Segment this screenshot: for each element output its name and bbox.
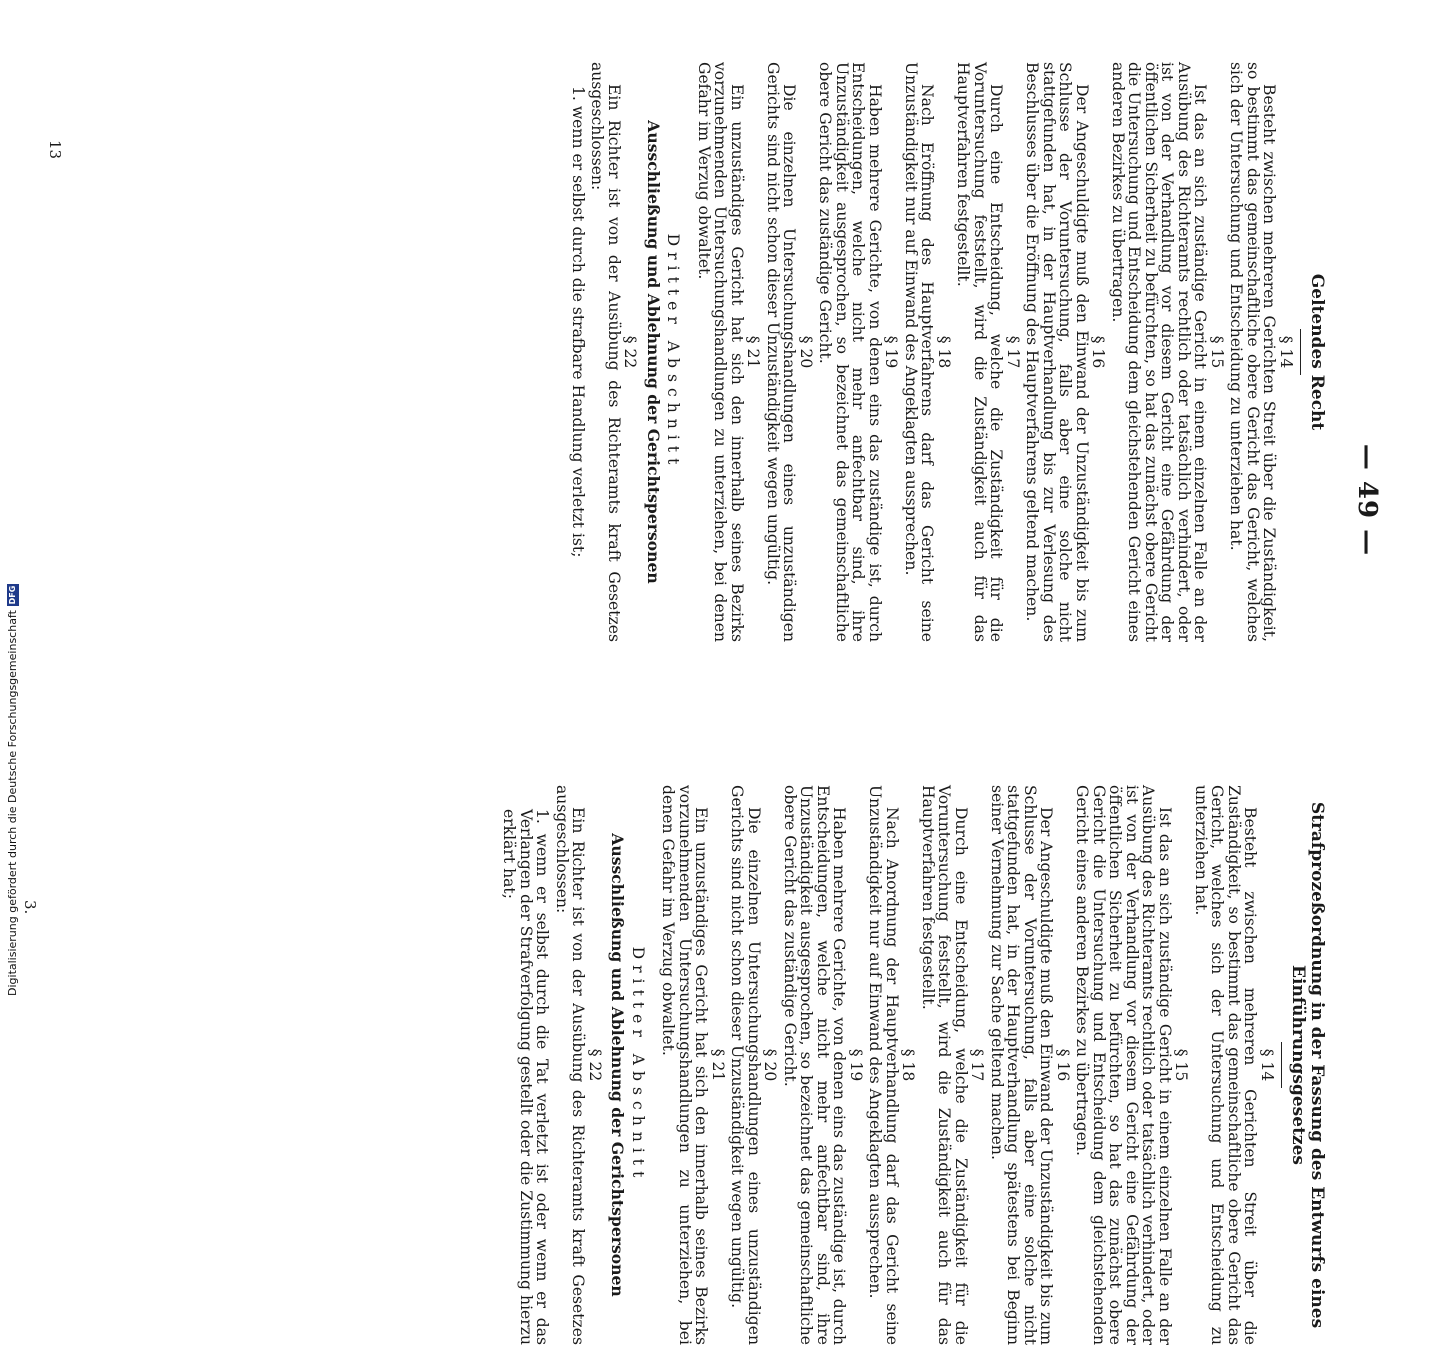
paragraph-heading: § 22: [586, 1048, 604, 1082]
paragraph-text: Die einzelnen Untersuchungshandlungen eines unzuständigen Gerichts sind nicht schon dieser Unzuständigkeit wegen ungültig.: [728, 785, 763, 1345]
paragraph-text: Haben mehrere Gerichte, von denen eins das zuständige ist, durch Entscheidungen, welche nicht mehr anfechtbar sind, ihre Unzuständigkeit ausgesprochen, so bezeichnet das gemeinschaftliche obere Gericht das zuständige Gericht.: [781, 785, 849, 1345]
paragraph-text: Ist das an sich zuständige Gericht in einem einzelnen Falle an der Ausübung des Richteramts rechtlich oder tatsächlich verhindert, oder ist von der Verhandlung vor diesem Gericht eine Gefährdung der öffentlichen Sicherheit zu befürchten, so hat das zunächst obere Gericht die Untersuchung und Entscheidung dem gleichstehenden Gericht eines anderen Bezirkes zu übertragen.: [1109, 62, 1210, 642]
paragraph-heading: § 19: [847, 1048, 865, 1082]
current-law-column: [567, 62, 1327, 642]
section-label: Dritter Abschnitt: [629, 946, 647, 1184]
paragraph-heading: § 17: [968, 1048, 987, 1082]
paragraph-heading: § 14: [1258, 1048, 1276, 1082]
paragraph-text: Ein unzuständiges Gericht hat sich den innerhalb seines Bezirks vorzunehmenden Untersuchungshandlungen zu unterziehen, bei denen Gefahr im Verzug obwaltet.: [659, 785, 711, 1345]
digitization-credit: [4, 585, 394, 996]
paragraph-heading: § 21: [709, 1048, 727, 1082]
section-title: Ausschließung und Ablehnung der Gerichtspersonen: [608, 833, 628, 1297]
paragraph-heading: § 22: [621, 335, 640, 369]
current-law-body: [570, 62, 1295, 642]
draft-column: [498, 785, 1326, 1345]
section-label: Dritter Abschnitt: [664, 233, 683, 471]
paragraph-heading: § 20: [797, 335, 815, 369]
current-law-title: Geltendes Recht: [1307, 273, 1327, 431]
paragraph-heading: § 15: [1208, 335, 1226, 369]
footer-left: 13: [46, 140, 64, 160]
draft-body: [501, 785, 1275, 1345]
paragraph-text: Nach Anordnung der Hauptverhandlung darf das Gericht seine Unzuständigkeit nur auf Einwand des Angeklagten aussprechen.: [866, 785, 901, 1345]
paragraph-text: Ein unzuständiges Gericht hat sich den innerhalb seines Bezirks vorzunehmenden Untersuchungshandlungen zu unterziehen, bei denen Gefahr im Verzug obwaltet.: [695, 62, 746, 642]
paragraph-text: Nach Eröffnung des Hauptverfahrens darf das Gericht seine Unzuständigkeit nur auf Einwand des Angeklagten aussprechen.: [902, 62, 937, 642]
paragraph-text: Die einzelnen Untersuchungshandlungen eines unzuständigen Gerichts sind nicht schon dieser Unzuständigkeit wegen ungültig.: [764, 62, 799, 642]
paragraph-heading: § 19: [882, 335, 901, 369]
paragraph-heading: § 20: [761, 1048, 780, 1082]
paragraph-heading: § 17: [1004, 335, 1022, 369]
paragraph-heading: § 18: [935, 335, 953, 369]
title-rule: [1300, 329, 1301, 375]
paragraph-text: Ein Richter ist von der Ausübung des Richteramts kraft Gesetzes ausgeschlossen:: [553, 785, 588, 1345]
section-title: Ausschließung und Ablehnung der Gerichtspersonen: [644, 120, 663, 584]
paragraph-heading: § 18: [899, 1048, 918, 1082]
paragraph-heading: § 15: [1172, 1048, 1191, 1082]
paragraph-text: Ein Richter ist von der Ausübung des Richteramts kraft Gesetzes ausgeschlossen:: [588, 62, 623, 642]
paragraph-text: Durch eine Entscheidung, welche die Zuständigkeit für die Voruntersuchung feststellt, wird die Zuständigkeit auch für das Hauptverfahren festgestellt.: [954, 62, 1006, 642]
page-number: — 49 —: [1352, 443, 1382, 557]
list-item: 1. wenn er selbst durch die strafbare Handlung verletzt ist;: [569, 86, 587, 558]
paragraph-text: Besteht zwischen mehreren Gerichten Streit über die Zuständigkeit, so bestimmt das gemeinschaftliche obere Gericht das Gericht, welches sich der Untersuchung und Entscheidung zu unterziehen hat.: [1227, 62, 1279, 642]
paragraph-heading: § 16: [1089, 335, 1108, 369]
paragraph-text: Durch eine Entscheidung, welche die Zuständigkeit für die Voruntersuchung feststellt, wird die Zuständigkeit auch für das Hauptverfahren festgestellt.: [919, 785, 970, 1345]
paragraph-text: Der Angeschuldigte muß den Einwand der Unzuständigkeit bis zum Schlusse der Voruntersuchung, falls aber eine solche nicht stattgefunden hat, in der Hauptverhandlung spätestens bei Beginn seiner Vernehmung zur Sache geltend machen.: [988, 785, 1056, 1345]
credit-text: Digitalisierung gefördert durch die Deutsche Forschungsgemeinschaft: [6, 610, 19, 996]
paragraph-heading: § 21: [744, 335, 763, 369]
title-rule: [1281, 1042, 1282, 1088]
paragraph-text: Der Angeschuldigte muß den Einwand der Unzuständigkeit bis zum Schlusse der Voruntersuchung, falls aber eine solche nicht stattgefunden hat, in der Hauptverhandlung bis zur Verlesung des Beschlusses über die Eröffnung des Hauptverfahrens geltend machen.: [1023, 62, 1091, 642]
paragraph-text: Ist das an sich zuständige Gericht in einem einzelnen Falle an der Ausübung des Richteramts rechtlich oder tatsächlich verhindert, oder ist von der Verhandlung vor diesem Gericht eine Gefährdung der öffentlichen Sicherheit zu befürchten, so hat das zunächst obere Gericht die Untersuchung und Entscheidung dem gleichstehenden Gericht eines anderen Bezirkes zu übertragen.: [1073, 785, 1174, 1345]
dfg-logo: DFG: [8, 585, 17, 605]
draft-title: Strafprozeßordnung in der Fassung des Entwurfs eines Einführungsgesetzes: [1288, 801, 1327, 1329]
footer-right: 3.: [21, 900, 39, 915]
paragraph-heading: § 14: [1277, 335, 1295, 369]
list-item: 1. wenn er selbst durch die Tat verletzt ist oder wenn er das Verlangen der Strafverfolgung gestellt oder die Zustimmung hierzu erklärt hat;: [500, 809, 552, 1345]
paragraph-heading: § 16: [1054, 1048, 1072, 1082]
paragraph-text: Besteht zwischen mehreren Gerichten Streit über die Zuständigkeit, so bestimmt das gemeinschaftliche obere Gericht das Gericht, welches sich der Untersuchung und Entscheidung zu unterziehen hat.: [1192, 785, 1260, 1345]
paragraph-text: Haben mehrere Gerichte, von denen eins das zuständige ist, durch Entscheidungen, welche nicht mehr anfechtbar sind, ihre Unzuständigkeit ausgesprochen, so bezeichnet das gemeinschaftliche obere Gericht das zuständige Gericht.: [816, 62, 884, 642]
